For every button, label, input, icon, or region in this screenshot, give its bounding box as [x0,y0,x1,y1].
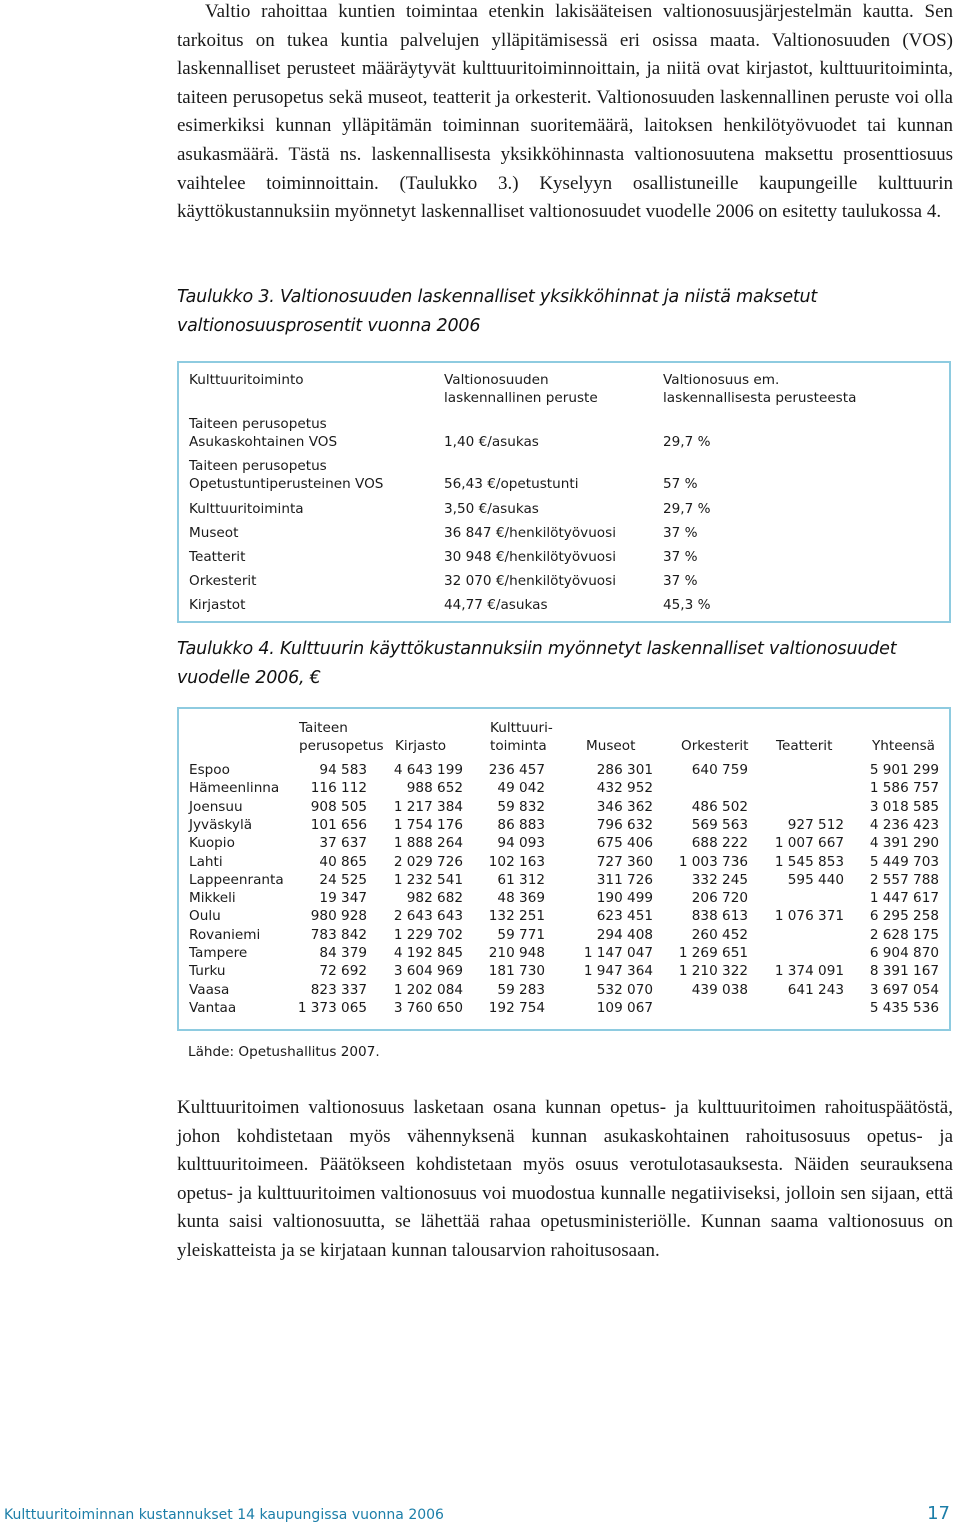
table3-percent: 37 % [663,525,698,541]
table-cell: 5 901 299 [869,762,939,778]
table-cell: 838 613 [691,908,748,925]
table-row [179,889,949,907]
table3-activity-name: Teatterit [189,549,246,565]
table-cell: 3 018 585 [869,798,939,815]
city-name: Oulu [189,908,221,925]
table3-label: Taulukko 3. [177,287,275,307]
table-cell: 4 236 423 [869,816,939,833]
intro-paragraph: Valtio rahoittaa kuntien toimintaa etenkin lakisääteisen valtionosuusjärjestelmän kautta. Sen tarkoitus on tukea kuntia palvelujen ylläpitämisessä eri osissa maata. Valtionosuuden (VOS) laskennalliset perusteet määräytyvät kulttuuritoiminnoittain, ja niitä ovat kirjastot, kulttuuritoiminta, taiteen perusopetus sekä museot, teatterit ja orkesterit. Valtionosuuden laskennallinen peruste voi olla esimerkiksi kunnan ylläpitämän toiminnan suoritemäärä, laitoksen henkilötyövuodet tai kunnan asukasmäärä. Tästä ns. laskennallisesta yksikköhinnasta valtionosuutena maksettu prosenttiosuus vaihtelee toiminnoittain. (Taulukko 3.) Kyselyyn osallistuneille kaupungeille kulttuurin käyttökustannuksiin myönnetyt laskennalliset valtionosuudet vuodelle 2006 on esitetty taulukossa 4. [177,1,953,223]
city-name: Espoo [189,762,230,778]
table4-label: Taulukko 4. [177,639,275,659]
table-cell: 432 952 [596,780,653,797]
table3-percent: 37 % [663,573,698,589]
table3-header-activity: Kulttuuritoiminto [189,372,304,388]
table3-percent: 37 % [663,549,698,565]
table-cell: 641 243 [787,981,844,998]
table-cell: 132 251 [488,908,545,925]
table-cell: 796 632 [596,816,653,833]
table-cell: 1 754 176 [393,816,463,833]
table-cell: 3 604 969 [393,963,463,980]
table-cell: 1 210 322 [678,963,748,980]
city-name: Tampere [189,945,248,961]
table-cell: 688 222 [691,835,748,852]
page-number: 17 [927,1503,950,1524]
table-cell: 727 360 [596,853,653,870]
table-row [179,981,949,999]
table-row [179,761,949,779]
table-cell: 206 720 [691,890,748,907]
table-cell: 486 502 [691,798,748,815]
header-teatterit: Teatterit [776,738,833,754]
table-cell: 72 692 [319,963,367,980]
table-cell: 6 904 870 [869,945,939,961]
table-cell: 783 842 [310,926,367,943]
table-cell: 116 112 [310,780,367,797]
table-cell: 532 070 [596,981,653,998]
table-cell: 3 697 054 [869,981,939,998]
table-cell: 1 269 651 [678,945,748,961]
header-taiteen-2: perusopetus [299,738,384,754]
table-cell: 346 362 [596,798,653,815]
table3-percent: 29,7 % [663,434,711,450]
table-cell: 311 726 [596,871,653,888]
table-cell: 24 525 [319,871,367,888]
table3-activity-subname: Opetustuntiperusteinen VOS [189,476,384,492]
table-cell: 236 457 [488,762,545,778]
header-kulttuuri-1: Kulttuuri- [490,720,553,736]
city-name: Jyväskylä [189,816,253,833]
table-cell: 982 682 [406,890,463,907]
table-cell: 569 563 [691,816,748,833]
table3-basis: 36 847 €/henkilötyövuosi [444,525,616,541]
city-name: Turku [189,963,226,980]
table-cell: 1 229 702 [393,926,463,943]
table-cell: 94 093 [497,835,545,852]
table-cell: 210 948 [488,945,545,961]
table3-basis: 44,77 €/asukas [444,597,548,613]
header-kulttuuri-2: toiminta [490,738,547,754]
table-row [179,798,949,816]
table-row [179,871,949,889]
header-yhteensa: Yhteensä [872,738,936,754]
table-cell: 2 628 175 [869,926,939,943]
table-cell: 5 449 703 [869,853,939,870]
table-cell: 4 643 199 [393,762,463,778]
city-name: Vaasa [189,981,230,998]
city-name: Vantaa [189,999,237,1016]
table-cell: 927 512 [787,816,844,833]
table-cell: 190 499 [596,890,653,907]
table-cell: 675 406 [596,835,653,852]
table-cell: 102 163 [488,853,545,870]
table-cell: 94 583 [319,762,367,778]
table3-activity-subname: Asukaskohtainen VOS [189,434,338,450]
header-orkesterit: Orkesterit [681,738,749,754]
table-cell: 101 656 [310,816,367,833]
city-name: Kuopio [189,835,235,852]
header-taiteen-1: Taiteen [299,720,348,736]
table3-percent: 45,3 % [663,597,711,613]
table3-basis: 3,50 €/asukas [444,501,539,517]
table-cell: 1 586 757 [869,780,939,797]
table4-title: Kulttuurin käyttökustannuksiin myönnetyt laskennalliset valtionosuudet vuodelle 2006, € [177,639,897,688]
table3-title: Valtionosuuden laskennalliset yksikköhinnat ja niistä maksetut valtionosuusprosentit vuonna 2006 [177,287,818,336]
table3-percent: 57 % [663,476,698,492]
table-cell: 2 029 726 [393,853,463,870]
table-row [179,834,949,852]
table3-basis: 30 948 €/henkilötyövuosi [444,549,616,565]
table-cell: 294 408 [596,926,653,943]
table4-source: Lähde: Opetushallitus 2007. [188,1044,380,1060]
table-cell: 623 451 [596,908,653,925]
table-cell: 1 202 084 [393,981,463,998]
table3-header-percent-1: Valtionosuus em. [663,372,780,388]
table-cell: 61 312 [497,871,545,888]
table3-activity-name: Taiteen perusopetus [189,458,327,474]
table-cell: 37 637 [319,835,367,852]
table-cell: 3 760 650 [393,999,463,1016]
table-cell: 59 283 [497,981,545,998]
table3-basis: 32 070 €/henkilötyövuosi [444,573,616,589]
table-row [179,853,949,871]
table-cell: 640 759 [691,762,748,778]
table3-activity-name: Museot [189,525,239,541]
table-cell: 439 038 [691,981,748,998]
city-name: Lahti [189,853,223,870]
table-cell: 1 217 384 [393,798,463,815]
table-cell: 980 928 [310,908,367,925]
table-cell: 84 379 [319,945,367,961]
table-cell: 1 076 371 [774,908,844,925]
city-name: Rovaniemi [189,926,261,943]
table-cell: 59 771 [497,926,545,943]
header-kirjasto: Kirjasto [395,738,447,754]
city-name: Lappeenranta [189,871,284,888]
table-cell: 260 452 [691,926,748,943]
table-cell: 19 347 [319,890,367,907]
table3-percent: 29,7 % [663,501,711,517]
table-cell: 109 067 [596,999,653,1016]
table3-header-basis-1: Valtionosuuden [444,372,549,388]
table-cell: 5 435 536 [869,999,939,1016]
table-cell: 40 865 [319,853,367,870]
city-name: Joensuu [189,798,243,815]
table-cell: 1 373 065 [297,999,367,1016]
table3-basis: 56,43 €/opetustunti [444,476,579,492]
table-row [179,926,949,944]
table-cell: 1 147 047 [583,945,653,961]
table-cell: 59 832 [497,798,545,815]
table-cell: 192 754 [488,999,545,1016]
table-cell: 48 369 [497,890,545,907]
table4-header [179,719,949,755]
table-cell: 823 337 [310,981,367,998]
table3-activity-name: Kirjastot [189,597,246,613]
table-cell: 1 545 853 [774,853,844,870]
table4-caption [177,635,953,693]
city-name: Hämeenlinna [189,780,280,797]
table-cell: 286 301 [596,762,653,778]
city-name: Mikkeli [189,890,236,907]
table3-header-percent-2: laskennallisesta perusteesta [663,390,857,406]
table-cell: 2 643 643 [393,908,463,925]
table3 [177,361,951,623]
table-cell: 595 440 [787,871,844,888]
table-cell: 4 192 845 [393,945,463,961]
table3-header-basis-2: laskennallinen peruste [444,390,598,406]
table-cell: 1 947 364 [583,963,653,980]
table-row [179,907,949,925]
table4 [177,707,951,1031]
table3-activity-name: Orkesterit [189,573,257,589]
table-cell: 6 295 258 [869,908,939,925]
table-row [179,944,949,962]
table3-basis: 1,40 €/asukas [444,434,539,450]
table-cell: 1 374 091 [774,963,844,980]
table3-activity-name: Taiteen perusopetus [189,416,327,432]
table-row [179,816,949,834]
table-cell: 988 652 [406,780,463,797]
table-row [179,999,949,1017]
table3-caption [177,283,953,341]
table-cell: 8 391 167 [869,963,939,980]
table-row [179,962,949,980]
header-museot: Museot [586,738,636,754]
table-cell: 4 391 290 [869,835,939,852]
table-cell: 49 042 [497,780,545,797]
table3-activity-name: Kulttuuritoiminta [189,501,304,517]
table-cell: 1 447 617 [869,890,939,907]
table-cell: 181 730 [488,963,545,980]
table-row [179,779,949,797]
footer-title: Kulttuuritoiminnan kustannukset 14 kaupungissa vuonna 2006 [4,1507,444,1523]
table-cell: 1 003 736 [678,853,748,870]
table-cell: 2 557 788 [869,871,939,888]
table-cell: 1 007 667 [774,835,844,852]
table-cell: 1 888 264 [393,835,463,852]
table-cell: 908 505 [310,798,367,815]
table-cell: 332 245 [691,871,748,888]
closing-paragraph: Kulttuuritoimen valtionosuus lasketaan osana kunnan opetus- ja kulttuuritoimen rahoituspäätöstä, johon kohdistetaan myös vähennyksenä kunnan asukaskohtainen rahoitusosuus opetus- ja kulttuuritoimeen. Päätökseen kohdistetaan myös osuus verotulotasauksesta. Näiden seurauksena opetus- ja kulttuuritoimen valtionosuus voi muodostua kunnalle negatiiviseksi, jolloin sen sijaan, että kunta saisi valtionosuutta, se lähettää rahaa opetusministeriölle. Kunnan saama valtionosuus on yleiskatteista ja se kirjataan kunnan talousarvion rahoitusosaan. [177,1097,953,1261]
table-cell: 86 883 [497,816,545,833]
table-cell: 1 232 541 [393,871,463,888]
